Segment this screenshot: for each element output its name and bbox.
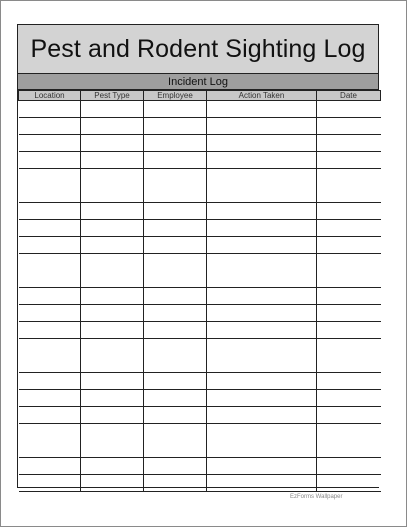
- cell-employee[interactable]: [144, 169, 207, 203]
- cell-employee[interactable]: [144, 220, 207, 237]
- log-row: [19, 101, 381, 118]
- cell-pest-type[interactable]: [81, 101, 144, 118]
- cell-action-taken[interactable]: [207, 237, 317, 254]
- cell-employee[interactable]: [144, 305, 207, 322]
- cell-action-taken[interactable]: [207, 118, 317, 135]
- cell-pest-type[interactable]: [81, 424, 144, 458]
- cell-action-taken[interactable]: [207, 305, 317, 322]
- page-title: Pest and Rodent Sighting Log: [30, 34, 366, 63]
- cell-location[interactable]: [19, 458, 81, 475]
- cell-employee[interactable]: [144, 475, 207, 492]
- cell-location[interactable]: [19, 373, 81, 390]
- cell-date[interactable]: [317, 390, 381, 407]
- section-header: [17, 73, 379, 90]
- cell-location[interactable]: [19, 101, 81, 118]
- cell-action-taken[interactable]: [207, 220, 317, 237]
- cell-date[interactable]: [317, 203, 381, 220]
- cell-date[interactable]: [317, 322, 381, 339]
- cell-employee[interactable]: [144, 101, 207, 118]
- column-header-employee: Employee: [144, 91, 207, 101]
- log-row: [19, 220, 381, 237]
- cell-date[interactable]: [317, 288, 381, 305]
- cell-employee[interactable]: [144, 373, 207, 390]
- cell-location[interactable]: [19, 288, 81, 305]
- log-table: [18, 90, 381, 492]
- cell-location[interactable]: [19, 203, 81, 220]
- header-row: [19, 91, 381, 101]
- log-row: [19, 458, 381, 475]
- cell-pest-type[interactable]: [81, 339, 144, 373]
- cell-action-taken[interactable]: [207, 135, 317, 152]
- footer-credit: EzForms Wallpaper: [290, 494, 343, 500]
- cell-pest-type[interactable]: [81, 203, 144, 220]
- cell-pest-type[interactable]: [81, 373, 144, 390]
- cell-employee[interactable]: [144, 203, 207, 220]
- cell-date[interactable]: [317, 458, 381, 475]
- cell-location[interactable]: [19, 237, 81, 254]
- log-grid: [17, 90, 379, 488]
- log-row: [19, 305, 381, 322]
- cell-pest-type[interactable]: [81, 220, 144, 237]
- log-row: [19, 339, 381, 373]
- log-row: [19, 118, 381, 135]
- column-header-date: Date: [317, 91, 381, 101]
- cell-action-taken[interactable]: [207, 407, 317, 424]
- cell-location[interactable]: [19, 135, 81, 152]
- cell-employee[interactable]: [144, 322, 207, 339]
- cell-pest-type[interactable]: [81, 458, 144, 475]
- cell-employee[interactable]: [144, 118, 207, 135]
- cell-action-taken[interactable]: [207, 322, 317, 339]
- cell-pest-type[interactable]: [81, 254, 144, 288]
- cell-action-taken[interactable]: [207, 458, 317, 475]
- cell-employee[interactable]: [144, 135, 207, 152]
- cell-location[interactable]: [19, 305, 81, 322]
- cell-pest-type[interactable]: [81, 475, 144, 492]
- cell-employee[interactable]: [144, 237, 207, 254]
- cell-date[interactable]: [317, 135, 381, 152]
- cell-location[interactable]: [19, 322, 81, 339]
- cell-location[interactable]: [19, 407, 81, 424]
- log-row: [19, 390, 381, 407]
- cell-employee[interactable]: [144, 152, 207, 169]
- cell-employee[interactable]: [144, 288, 207, 305]
- log-row: [19, 237, 381, 254]
- cell-date[interactable]: [317, 424, 381, 458]
- cell-action-taken[interactable]: [207, 339, 317, 373]
- log-row: [19, 475, 381, 492]
- cell-date[interactable]: [317, 152, 381, 169]
- cell-pest-type[interactable]: [81, 288, 144, 305]
- cell-pest-type[interactable]: [81, 305, 144, 322]
- cell-date[interactable]: [317, 305, 381, 322]
- log-row: [19, 288, 381, 305]
- cell-employee[interactable]: [144, 424, 207, 458]
- cell-date[interactable]: [317, 373, 381, 390]
- cell-employee[interactable]: [144, 390, 207, 407]
- log-row: [19, 169, 381, 203]
- log-row: [19, 322, 381, 339]
- cell-date[interactable]: [317, 220, 381, 237]
- column-header-pest-type: Pest Type: [81, 91, 144, 101]
- cell-pest-type[interactable]: [81, 118, 144, 135]
- cell-action-taken[interactable]: [207, 101, 317, 118]
- cell-date[interactable]: [317, 118, 381, 135]
- log-row: [19, 254, 381, 288]
- cell-employee[interactable]: [144, 458, 207, 475]
- cell-date[interactable]: [317, 339, 381, 373]
- log-row: [19, 203, 381, 220]
- cell-action-taken[interactable]: [207, 203, 317, 220]
- cell-pest-type[interactable]: [81, 152, 144, 169]
- log-row: [19, 135, 381, 152]
- cell-pest-type[interactable]: [81, 169, 144, 203]
- cell-action-taken[interactable]: [207, 254, 317, 288]
- cell-action-taken[interactable]: [207, 152, 317, 169]
- cell-action-taken[interactable]: [207, 373, 317, 390]
- cell-pest-type[interactable]: [81, 322, 144, 339]
- cell-location[interactable]: [19, 152, 81, 169]
- cell-pest-type[interactable]: [81, 390, 144, 407]
- cell-action-taken[interactable]: [207, 169, 317, 203]
- log-row: [19, 424, 381, 458]
- cell-pest-type[interactable]: [81, 407, 144, 424]
- cell-date[interactable]: [317, 407, 381, 424]
- cell-date[interactable]: [317, 475, 381, 492]
- cell-location[interactable]: [19, 475, 81, 492]
- cell-date[interactable]: [317, 169, 381, 203]
- cell-date[interactable]: [317, 101, 381, 118]
- section-title: Incident Log: [168, 75, 228, 88]
- title-bar: [17, 24, 379, 73]
- cell-location[interactable]: [19, 339, 81, 373]
- cell-action-taken[interactable]: [207, 475, 317, 492]
- cell-date[interactable]: [317, 254, 381, 288]
- cell-date[interactable]: [317, 237, 381, 254]
- column-header-action-taken: Action Taken: [207, 91, 317, 101]
- cell-location[interactable]: [19, 220, 81, 237]
- cell-action-taken[interactable]: [207, 390, 317, 407]
- cell-employee[interactable]: [144, 339, 207, 373]
- log-body: [19, 101, 381, 492]
- log-row: [19, 152, 381, 169]
- cell-action-taken[interactable]: [207, 424, 317, 458]
- cell-location[interactable]: [19, 390, 81, 407]
- cell-location[interactable]: [19, 169, 81, 203]
- cell-employee[interactable]: [144, 407, 207, 424]
- cell-action-taken[interactable]: [207, 288, 317, 305]
- cell-location[interactable]: [19, 118, 81, 135]
- column-header-location: Location: [19, 91, 81, 101]
- cell-location[interactable]: [19, 254, 81, 288]
- log-row: [19, 373, 381, 390]
- log-row: [19, 407, 381, 424]
- cell-pest-type[interactable]: [81, 237, 144, 254]
- cell-location[interactable]: [19, 424, 81, 458]
- cell-employee[interactable]: [144, 254, 207, 288]
- cell-pest-type[interactable]: [81, 135, 144, 152]
